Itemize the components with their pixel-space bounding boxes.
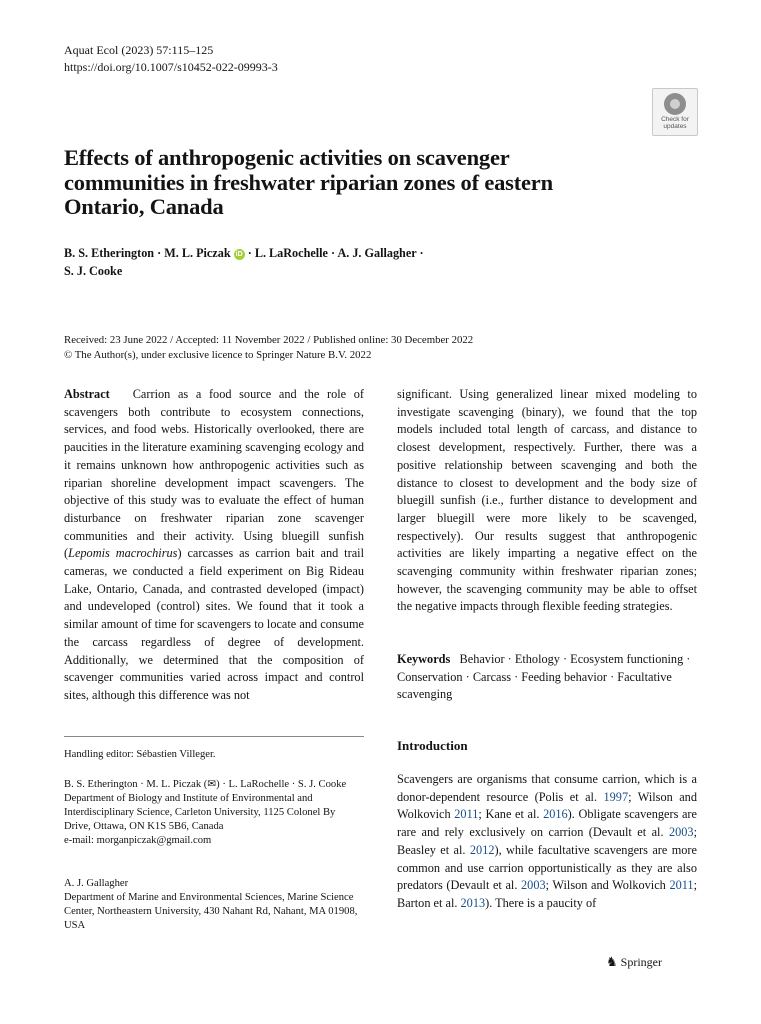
abstract-text-2: ) carcasses as carrion bait and trail cameras, we conducted a field experiment on Big Rideau Lake, Ontario, Canada, and contrasted developed (impact) and undeveloped (control) sites. We found that it took a similar amount of time for scavengers to locate and consume the carcass regardless of degree of development. Additionally, we determined that the composition of scavenger communities varied across impact and control sites, although this difference was not [64, 546, 364, 702]
abstract-text-3: significant. Using generalized linear mixed modeling to investigate scavenging (binary), we found that the top models included total length of carcass, and distance to closest development, respectively. Further, there was a positive relationship between scavenging and both the distance to closest to development and the body size of bluegill sunfish (i.e., further distance to development and larger bluegill were more likely to be scavenged, respectively). Our results suggest that anthropogenic activities are likely imparting a negative effect on the scavenging community within freshwater riparian zones; however, the scavenging community may be able to offset the negative impacts through flexible feeding strategies. [397, 387, 697, 614]
intro-text: ), while facultative scavengers are more common and use carrion opportunistically as they are also predators (Devault et al. [397, 842, 697, 893]
author-etherington[interactable]: B. S. Etherington [64, 246, 155, 260]
citation-link[interactable]: 2011 [669, 878, 694, 893]
check-for-updates-icon [664, 93, 686, 115]
publisher-logo [606, 955, 662, 970]
footnote-divider [64, 736, 364, 737]
copyright-line: © The Author(s), under exclusive licence to Springer Nature B.V. 2022 [64, 349, 372, 361]
badge-line2: updates [663, 123, 687, 130]
carleton-affiliation: Department of Biology and Institute of Environmental and Interdisciplinary Science, Carleton University, 1125 Colonel By Drive, Ottawa, ON K1S 5B6, Canada [64, 793, 336, 832]
abstract [64, 386, 364, 705]
author-separator: · [327, 246, 338, 260]
author-list [64, 244, 624, 280]
author-gallagher[interactable]: A. J. Gallagher [337, 246, 417, 260]
article-title: Effects of anthropogenic activities on scavenger communities in freshwater riparian zones of eastern Ontario, Canada [64, 145, 553, 219]
check-for-updates-badge[interactable] [652, 88, 698, 136]
corresponding-authors: B. S. Etherington · M. L. Piczak (✉) · L. LaRochelle · S. J. Cooke [64, 779, 347, 790]
citation-link[interactable]: 2016 [543, 807, 568, 822]
author-larochelle[interactable]: L. LaRochelle [254, 246, 328, 260]
intro-text: ; Wilson and Wolkovich [545, 878, 670, 893]
intro-text: ). Obligate scavengers are rare and rely exclusively on carrion (Devault et al. [397, 807, 697, 840]
intro-text: ; Kane et al. [478, 807, 544, 822]
journal-citation: Aquat Ecol (2023) 57:115–125 [64, 43, 214, 57]
author-piczak[interactable]: M. L. Piczak [164, 246, 231, 260]
author-cooke[interactable]: S. J. Cooke [64, 264, 123, 278]
gallagher-name: A. J. Gallagher [64, 878, 129, 889]
springer-horse-icon: ♞ [606, 955, 618, 970]
citation-link[interactable]: 2012 [469, 842, 495, 857]
citation-link[interactable]: 2011 [454, 807, 479, 822]
badge-line1: Check for [661, 116, 689, 123]
species-name: Lepomis macrochirus [68, 546, 178, 561]
keywords-text: Behavior · Ethology · Ecosystem functioning · Conservation · Carcass · Feeding behavior · Facultative scavenging [397, 652, 691, 702]
abstract-text-1: Carrion as a food source and the role of scavengers both contribute to ecosystem connections, services, and food webs. Historically overlooked, there are paucities in the literature examining scavenging ecology and it remains unknown how anthropogenic activities such as riparian shoreline development impact scavengers. The objective of this study was to evaluate the effect of human disturbance on freshwater riparian zone scavenger communities and their activity. Using bluegill sunfish ( [64, 387, 364, 561]
introduction-text [397, 771, 697, 913]
keywords-label: Keywords [397, 652, 451, 666]
email-address[interactable]: e-mail: morganpiczak@gmail.com [64, 835, 212, 846]
gallagher-block [64, 877, 364, 933]
correspondence-block [64, 778, 364, 848]
citation-link[interactable]: 2003 [521, 878, 546, 893]
intro-text: ; Beasley et al. [397, 825, 697, 857]
introduction-heading: Introduction [397, 738, 468, 753]
citation-link[interactable]: 1997 [603, 789, 629, 804]
publisher-name: Springer [620, 955, 662, 969]
keywords [397, 651, 697, 704]
publication-dates [64, 333, 473, 363]
citation-link[interactable]: 2013 [460, 895, 486, 910]
handling-editor: Handling editor: Sébastien Villeger. [64, 749, 216, 760]
intro-text: ; Barton et al. [397, 878, 697, 910]
doi-link[interactable]: https://doi.org/10.1007/s10452-022-09993-3 [64, 60, 278, 74]
intro-text: ). There is a paucity of [485, 895, 597, 910]
dates-line: Received: 23 June 2022 / Accepted: 11 November 2022 / Published online: 30 December 2022 [64, 334, 474, 346]
author-separator: · [416, 246, 424, 260]
author-separator: · [154, 246, 165, 260]
author-separator: · [244, 246, 255, 260]
northeastern-affiliation: Department of Marine and Environmental Sciences, Marine Science Center, Northeastern University, 430 Nahant Rd, Nahant, MA 01908, USA [64, 892, 358, 931]
intro-text: ; Wilson and Wolkovich [397, 789, 697, 822]
orcid-icon[interactable]: iD [235, 251, 243, 258]
abstract-label: Abstract [64, 387, 110, 401]
citation-link[interactable]: 2003 [668, 825, 694, 840]
abstract-continued [397, 386, 697, 616]
journal-header [64, 42, 278, 76]
intro-text: Scavengers are organisms that consume carrion, which is a donor-dependent resource (Polis et al. [397, 772, 697, 804]
